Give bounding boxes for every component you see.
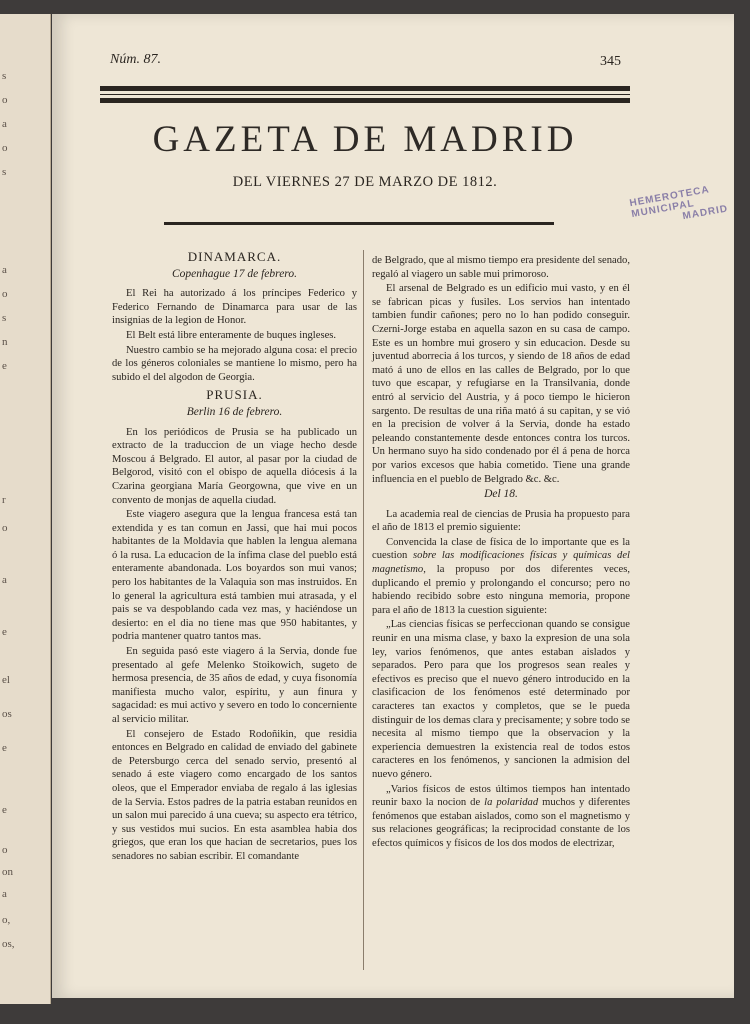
article-paragraph: El arsenal de Belgrado es un edificio mui vasto, y en él se fabrican picas y fusiles. Los servios han intentado tambien fundir cañones; pero no lo han podido conseguir. Czerni-Jorge estaba en aquella sazon en su casa de campo. Este es un hombre mui grosero y sin educacion. Desde su juventud aborrecia á los turcos, y siendo de 18 años de edad mató á uno de ellos en las calles de Belgrado, por lo que tuvo que escapar, y refugiarse en la Transilvania, donde entró al servicio del Austria, y á poco tiempo le hicieron sargento. De resultas de una riña mató á su capitan, y se vió en la precision de volver á la Servia, donde ha estado peleando constantemente desde entonces contra los turcos. Un hermano suyo ha sido condenado por él á pena de horca por varios excesos que habia cometido. Tiene una grande influencia en el pueblo de Belgrado &c. &c. [372, 283, 630, 485]
header-rule [100, 98, 630, 103]
section-title: PRUSIA. [206, 387, 263, 403]
right-column [372, 254, 630, 852]
facing-page-fragment: a [2, 118, 7, 130]
paragraph-text: „Varios físicos de estos últimos tiempos han intentado reunir baxo la nocion de [372, 783, 630, 809]
facing-page-fragment: s [2, 70, 7, 82]
header-rule [100, 94, 630, 95]
article-paragraph: En los periódicos de Prusia se ha publicado un extracto de la traduccion de un viage hecho desde Moscou á Belgrado. El autor, al pasar por la ciudad de Belgorod, visitó con el obispo de aquella diócesis á la Czarina georgiana María Georgowna, que vive en un convento de monjas de aquella ciudad. [112, 426, 357, 506]
article-paragraph: La academia real de ciencias de Prusia ha propuesto para el año de 1813 el premio siguiente: [372, 508, 630, 534]
facing-page-fragment: a [2, 264, 7, 276]
newspaper-page [52, 14, 734, 998]
article-paragraph: El Rei ha autorizado á los príncipes Federico y Federico Fernando de Dinamarca para usar de las insignias de la legion de Honor. [112, 288, 357, 327]
facing-page-fragment: a [2, 574, 7, 586]
facing-page-fragment: e [2, 626, 7, 638]
dateline-city: Berlin 16 de febrero. [186, 405, 283, 418]
title-rule [164, 222, 554, 225]
paragraph-text: Convencida la clase de física de lo importante que es la cuestion [372, 536, 630, 562]
article-paragraph: Nuestro cambio se ha mejorado alguna cosa: el precio de los géneros coloniales se mantiene lo mismo, pero ha subido el del algodon de Georgia. [112, 344, 357, 383]
stamp-line: MADRID [681, 203, 729, 223]
masthead-title: GAZETA DE MADRID [152, 119, 578, 160]
facing-page-fragment: el [2, 674, 10, 686]
facing-page-fragment: os [2, 708, 12, 720]
italic-phrase: la polaridad [484, 797, 539, 809]
facing-page-fragment: s [2, 166, 7, 178]
page-number: 345 [600, 54, 621, 69]
section-title: DINAMARCA. [187, 249, 282, 264]
article-paragraph [372, 536, 630, 618]
facing-page-fragment: a [2, 888, 7, 900]
issue-number: Núm. 87. [110, 52, 161, 67]
article-paragraph: El Belt está libre enteramente de buques ingleses. [126, 329, 337, 341]
facing-page-edge [0, 14, 51, 1004]
stamp-line: HEMEROTECA MUNICIPAL [628, 184, 711, 221]
facing-page-fragment: o [2, 522, 8, 534]
column-divider [363, 250, 364, 970]
paragraph-text: , la propuso por dos diferentes veces, duplicando el premio y prolongando el concurso; pero no habiendo recibido sobre esto ninguna memoria, propone para el año de 1813 la cuestion siguiente: [372, 564, 630, 616]
facing-page-fragment: e [2, 804, 7, 816]
facing-page-fragment: o, [2, 914, 11, 926]
left-column [112, 246, 357, 865]
facing-page-fragment: o [2, 288, 8, 300]
italic-phrase: sobre las modificaciones físicas y químicas del magnetismo [372, 550, 630, 576]
facing-page-fragment: r [2, 494, 6, 506]
facing-page-fragment: o [2, 94, 8, 106]
article-paragraph: Este viagero asegura que la lengua francesa está tan extendida y es tan comun en Jassi, que hai mui pocos habitantes de la Moldavia que hablen la lengua alemana ó la rusa. La educacion de la ínfima clase del pueblo está enteramente abandonada. Los boyardos son mui vanos; pero los habitantes de la Valaquia son mas instruidos. En lo general la agricultura está tambien mui atrasada, y el pais se va despoblando cada vez mas, y haciéndose un desierto: en el dia no tiene mas que 950 habitantes, y podria mantener quatro tantos mas. [112, 509, 357, 643]
article-paragraph: El consejero de Estado Rodoñikin, que residia entonces en Belgrado en calidad de enviado del gabinete de Petersburgo cerca del senado servio, presentó al senado á este viagero como encargado de los santos oleos, que el Emperador enviaba de regalo á las iglesias de la Servia. Estos padres de la patria estaban reunidos en un salon mui parecido á una cueva; su aspecto era tétrico, y sus vestidos mui sucios. En esta asamblea habia dos griegos, que eran los que hacian de secretarios, pues los senadores no sabian escribir. El comandante [112, 728, 357, 862]
header-rule [100, 86, 630, 91]
facing-page-fragment: os, [2, 938, 15, 950]
facing-page-fragment: n [2, 336, 8, 348]
facing-page-fragment: e [2, 742, 7, 754]
article-paragraph: „Las ciencias físicas se perfeccionan quando se consigue reunir en una misma clase, y baxo la expresion de una sola ley, varios fenómenos, que antes estaban aislados y separados. Pero para que los progresos sean reales y efectivos es preciso que el nuevo género introducido en la clasificacion de los fenómenos esté determinado por caracteres tan exactos y completos, que se le pueda distinguir de los demas clara y precisamente; y sobre todo se necesita al mismo tiempo que la observacion y la experiencia demuestren la existencia real de todos estos caracteres en los fenómenos, y sancionen la admision del nuevo género. [372, 619, 630, 780]
dateline-city: Copenhague 17 de febrero. [172, 267, 297, 280]
article-paragraph: de Belgrado, que al mismo tiempo era presidente del senado, regaló al viagero un sable mui primoroso. [372, 255, 630, 280]
facing-page-fragment: o [2, 142, 8, 154]
sub-dateline: Del 18. [484, 488, 518, 501]
facing-page-fragment: o [2, 844, 8, 856]
article-paragraph [372, 783, 630, 851]
facing-page-fragment: s [2, 312, 7, 324]
facing-page-fragment: on [2, 866, 13, 878]
dateline: DEL VIERNES 27 DE MARZO DE 1812. [232, 174, 498, 190]
article-paragraph: En seguida pasó este viagero á la Servia, donde fue presentado al gefe Melenko Stoikowich, sugeto de hermosa presencia, de 35 años de edad, y cuya fisonomía manifiesta mucho valor, espíritu, y aun finura y sagacidad: es mui activo y severo en todo lo concerniente al servicio militar. [112, 646, 357, 725]
paragraph-text: muchos y diferentes fenómenos que estaban aislados, como son el magnetismo y sus relaciones geográficas; la reciprocidad constante de los efectos químicos y físicos de los dos modos de electrizar, [372, 797, 630, 849]
facing-page-fragment: e [2, 360, 7, 372]
